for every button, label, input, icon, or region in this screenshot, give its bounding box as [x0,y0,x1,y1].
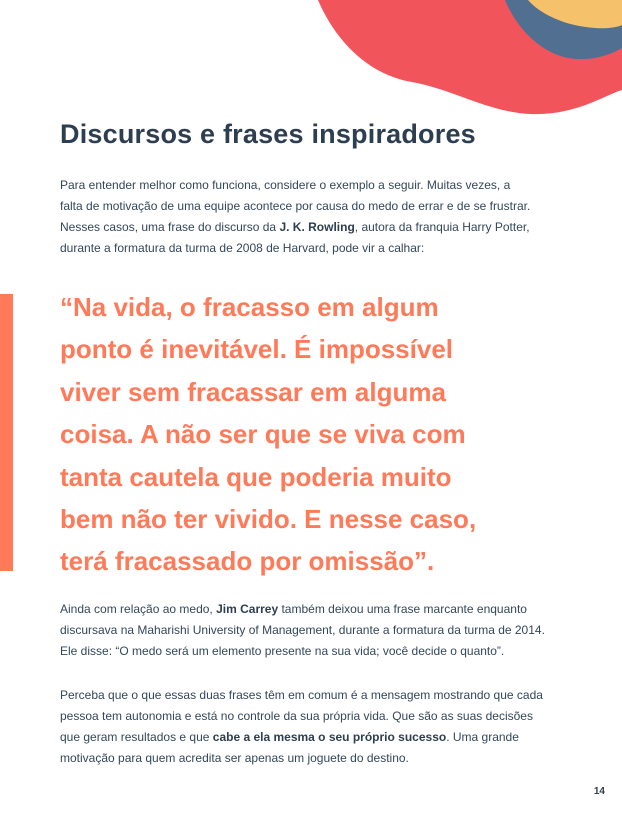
quote-line-6: bem não ter vivido. E nesse caso, [60,504,477,535]
conclusion-paragraph [60,685,580,769]
quote-accent-bar [0,294,13,571]
quote-line-3: viver sem fracassar em alguma [60,376,446,407]
carrey-line-3: Ele disse: “O medo será um elemento presente na sua vida; você decide o quanto”. [60,644,505,658]
page-title: Discursos e frases inspiradores [60,119,476,149]
conclusion-line-2: pessoa tem autonomia e está no controle da sua própria vida. Que são as suas decisões [60,709,533,723]
conclusion-line-3-end: . Uma grande [446,730,519,744]
conclusion-emphasis: cabe a ela mesma o seu próprio sucesso [212,730,447,744]
quote-line-1: “Na vida, o fracasso em algum [60,292,439,322]
quote-line-5: tanta cautela que poderia muito [60,461,452,492]
quote-line-7: terá fracassado por omissão”. [60,546,435,577]
carrey-line-1-end: também deixou uma frase marcante enquanto [278,602,527,616]
page-number: 14 [593,786,605,797]
carrey-paragraph [60,599,580,662]
carrey-line-1: Ainda com relação ao medo, [60,602,217,616]
conclusion-line-4: motivação para quem acredita ser apenas um joguete do destino. [60,751,409,765]
conclusion-line-1: Perceba que o que essas duas frases têm em comum é a mensagem mostrando que cada [60,688,543,702]
quote-line-4: coisa. A não ser que se viva com [60,419,466,450]
decorative-blob-shapes [0,0,622,120]
quote-line-2: ponto é inevitável. É impossível [60,334,454,365]
conclusion-line-3: que geram resultados e que [60,730,213,744]
intro-line-1: Para entender melhor como funciona, considere o exemplo a seguir. Muitas vezes, a [60,178,511,192]
carrey-line-2: discursava na Maharishi University of Management, durante a formatura da turma de 2014. [60,623,545,637]
intro-line-2: falta de motivação de uma equipe acontece por causa do medo de errar e de se frustrar. [60,199,531,213]
carrey-name: Jim Carrey [216,602,279,616]
rowling-name: J. K. Rowling [279,220,355,234]
pull-quote [60,286,540,583]
intro-paragraph [60,175,580,259]
intro-line-3: Nesses casos, uma frase do discurso da [60,220,280,234]
intro-line-4: durante a formatura da turma de 2008 de Harvard, pode vir a calhar: [60,241,425,255]
intro-line-3-end: , autora da franquia Harry Potter, [354,220,530,234]
